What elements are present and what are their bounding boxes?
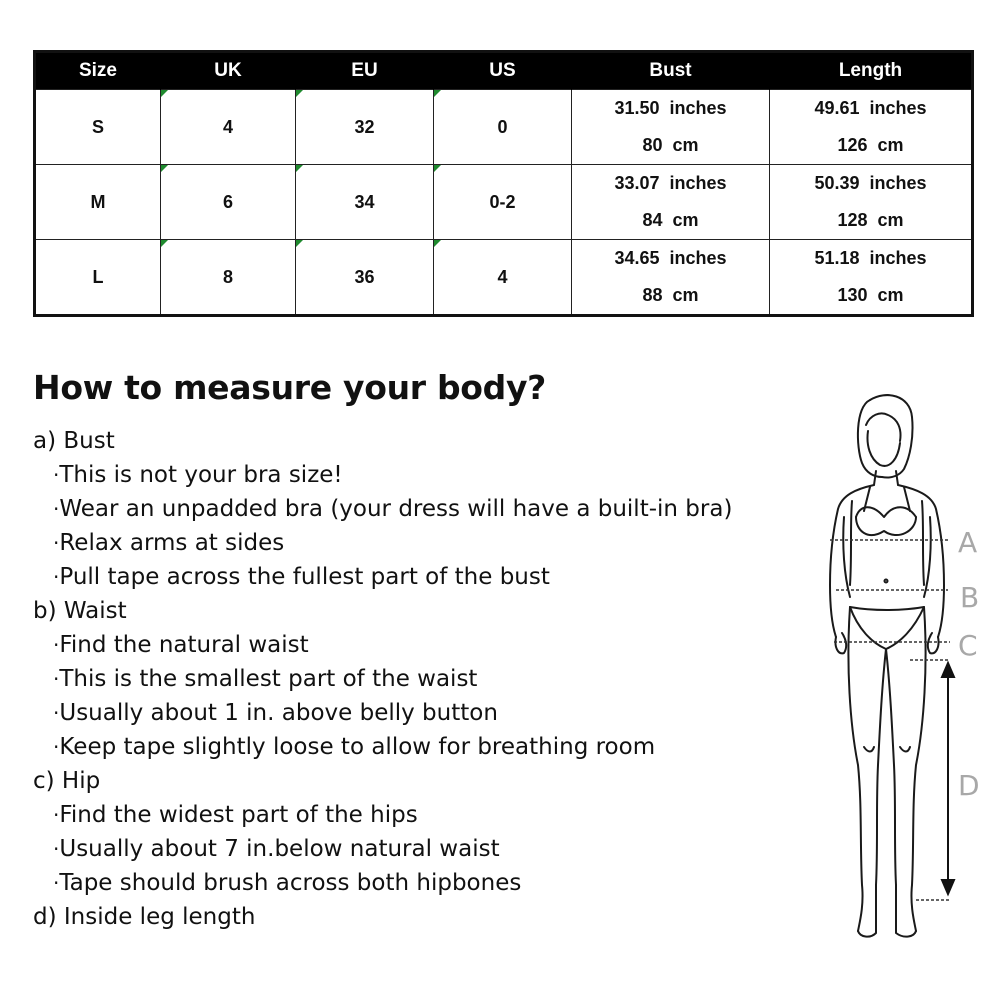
cell-length xyxy=(770,165,973,240)
bust-cm: 80 cm xyxy=(642,135,699,155)
cell-uk: 6 xyxy=(161,165,296,240)
cell-uk: 8 xyxy=(161,240,296,316)
cell-size: S xyxy=(35,90,161,165)
bust-cm: 88 cm xyxy=(642,285,699,305)
table-row xyxy=(35,240,973,316)
table-row xyxy=(35,90,973,165)
list-item: ·This is not your bra size! xyxy=(53,462,343,488)
section-bust-label: a) Bust xyxy=(33,428,115,454)
header-length: Length xyxy=(770,52,973,90)
body-measurement-figure-icon xyxy=(800,385,1000,945)
cell-size: M xyxy=(35,165,161,240)
cell-length xyxy=(770,240,973,316)
header-size: Size xyxy=(35,52,161,90)
length-cm: 128 cm xyxy=(837,210,904,230)
list-item: ·This is the smallest part of the waist xyxy=(53,666,478,692)
list-item: ·Tape should brush across both hipbones xyxy=(53,870,522,896)
length-cm: 130 cm xyxy=(837,285,904,305)
list-item: ·Keep tape slightly loose to allow for breathing room xyxy=(53,734,656,760)
header-bust: Bust xyxy=(572,52,770,90)
guide-heading: How to measure your body? xyxy=(33,368,547,407)
list-item: ·Relax arms at sides xyxy=(53,530,285,556)
table-header-row xyxy=(35,52,973,90)
cell-eu: 32 xyxy=(296,90,434,165)
bust-inches: 31.50 inches xyxy=(614,98,727,118)
cell-uk: 4 xyxy=(161,90,296,165)
cell-length xyxy=(770,90,973,165)
size-chart-table xyxy=(33,50,974,317)
section-hip-label: c) Hip xyxy=(33,768,101,794)
list-item: ·Find the widest part of the hips xyxy=(53,802,418,828)
section-inside-leg-label: d) Inside leg length xyxy=(33,904,256,930)
header-us: US xyxy=(434,52,572,90)
cell-bust xyxy=(572,90,770,165)
measure-instructions xyxy=(33,424,793,934)
cell-us: 4 xyxy=(434,240,572,316)
length-cm: 126 cm xyxy=(837,135,904,155)
length-inches: 49.61 inches xyxy=(814,98,927,118)
marker-d-label: D xyxy=(958,769,980,802)
length-inches: 51.18 inches xyxy=(814,248,927,268)
cell-bust xyxy=(572,240,770,316)
cell-eu: 36 xyxy=(296,240,434,316)
table-row xyxy=(35,165,973,240)
list-item: ·Usually about 1 in. above belly button xyxy=(53,700,498,726)
header-eu: EU xyxy=(296,52,434,90)
length-inches: 50.39 inches xyxy=(814,173,927,193)
marker-c-label: C xyxy=(958,629,978,662)
header-uk: UK xyxy=(161,52,296,90)
list-item: ·Usually about 7 in.below natural waist xyxy=(53,836,500,862)
bust-inches: 33.07 inches xyxy=(614,173,727,193)
marker-b-label: B xyxy=(960,581,980,614)
list-item: ·Find the natural waist xyxy=(53,632,309,658)
marker-a-label: A xyxy=(958,526,978,559)
cell-bust xyxy=(572,165,770,240)
list-item: ·Wear an unpadded bra (your dress will have a built-in bra) xyxy=(53,496,733,522)
cell-us: 0-2 xyxy=(434,165,572,240)
section-waist-label: b) Waist xyxy=(33,598,127,624)
bust-inches: 34.65 inches xyxy=(614,248,727,268)
bust-cm: 84 cm xyxy=(642,210,699,230)
cell-eu: 34 xyxy=(296,165,434,240)
cell-size: L xyxy=(35,240,161,316)
cell-us: 0 xyxy=(434,90,572,165)
list-item: ·Pull tape across the fullest part of the bust xyxy=(53,564,550,590)
